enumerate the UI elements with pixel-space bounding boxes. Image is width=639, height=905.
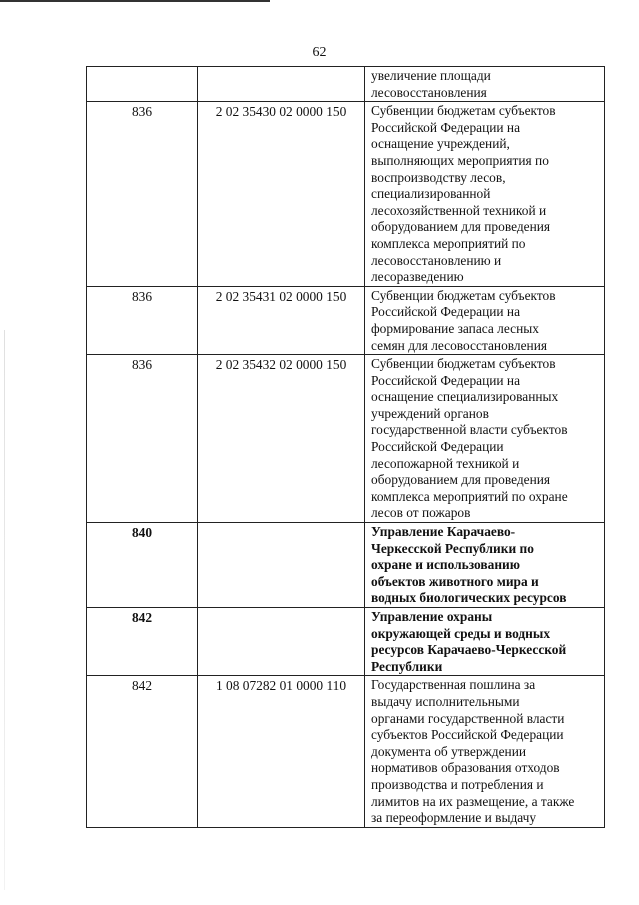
- table-row: [87, 286, 605, 354]
- table-row: [87, 676, 605, 827]
- budget-classification-code-cell: [198, 523, 365, 608]
- description-line: Российской Федерации на: [371, 304, 521, 320]
- table-row: [87, 608, 605, 676]
- description-line: Субвенции бюджетам субъектов: [371, 356, 556, 372]
- description-cell: [365, 608, 605, 676]
- description-line: учреждений органов: [371, 405, 489, 421]
- description-cell: [365, 355, 605, 523]
- description-line: семян для лесовосстановления: [371, 337, 548, 353]
- budget-classification-code-cell: 2 02 35430 02 0000 150: [198, 102, 365, 287]
- description-line: окружающей среды и водных: [371, 625, 551, 641]
- admin-code-cell: [87, 67, 198, 102]
- description-line: комплекса мероприятий по: [371, 235, 526, 251]
- table-row: [87, 102, 605, 287]
- description-line: Государственная пошлина за: [371, 677, 536, 693]
- table-row: [87, 355, 605, 523]
- description-line: специализированной: [371, 186, 491, 202]
- description-line: Российской Федерации на: [371, 372, 521, 388]
- description-line: оборудованием для проведения: [371, 219, 551, 235]
- description-line: Управление Карачаево-: [371, 524, 516, 540]
- description-line: Черкесской Республики по: [371, 540, 534, 556]
- description-line: Республики: [371, 658, 443, 674]
- description-cell: [365, 676, 605, 827]
- admin-code-cell: 836: [87, 355, 198, 523]
- description-line: лесовосстановления: [371, 84, 487, 100]
- description-line: оснащение специализированных: [371, 389, 559, 405]
- description-line: увеличение площади: [371, 68, 491, 83]
- description-line: Российской Федерации на: [371, 119, 521, 135]
- admin-code-cell: 842: [87, 676, 198, 827]
- admin-code-cell: 842: [87, 608, 198, 676]
- description-line: выполняющих мероприятия по: [371, 152, 549, 168]
- description-line: выдачу исполнительными: [371, 693, 520, 709]
- description-line: Субвенции бюджетам субъектов: [371, 103, 556, 119]
- description-cell: [365, 286, 605, 354]
- description-line: Субвенции бюджетам субъектов: [371, 287, 556, 303]
- table-row: [87, 523, 605, 608]
- description-line: Российской Федерации: [371, 439, 504, 455]
- description-line: комплекса мероприятий по охране: [371, 488, 568, 504]
- description-line: объектов животного мира и: [371, 573, 539, 589]
- description-cell: [365, 67, 605, 102]
- admin-code-cell: 836: [87, 286, 198, 354]
- description-line: лимитов на их размещение, а также: [371, 793, 575, 809]
- budget-classification-code-cell: [198, 608, 365, 676]
- admin-code-cell: 836: [87, 102, 198, 287]
- description-line: лесов от пожаров: [371, 505, 471, 521]
- revenue-codes-table: [86, 66, 605, 828]
- table-row: [87, 67, 605, 102]
- description-line: органами государственной власти: [371, 710, 565, 726]
- budget-classification-code-cell: 2 02 35431 02 0000 150: [198, 286, 365, 354]
- budget-classification-code-cell: [198, 67, 365, 102]
- description-line: нормативов образования отходов: [371, 760, 560, 776]
- description-line: лесопожарной техникой и: [371, 455, 520, 471]
- description-line: документа об утверждении: [371, 743, 527, 759]
- description-line: за переоформление и выдачу: [371, 810, 537, 826]
- admin-code-cell: 840: [87, 523, 198, 608]
- description-line: государственной власти субъектов: [371, 422, 568, 438]
- description-cell: [365, 523, 605, 608]
- description-line: воспроизводству лесов,: [371, 169, 506, 185]
- description-line: лесоразведению: [371, 269, 464, 285]
- description-line: производства и потребления и: [371, 776, 544, 792]
- scan-top-rule: [0, 0, 270, 2]
- budget-classification-code-cell: 2 02 35432 02 0000 150: [198, 355, 365, 523]
- scan-left-edge: [4, 330, 5, 890]
- description-line: лесовосстановлению и: [371, 252, 502, 268]
- description-cell: [365, 102, 605, 287]
- budget-classification-code-cell: 1 08 07282 01 0000 110: [198, 676, 365, 827]
- table-body: [87, 67, 605, 828]
- description-line: лесохозяйственной техникой и: [371, 202, 547, 218]
- description-line: формирование запаса лесных: [371, 320, 539, 336]
- description-line: оборудованием для проведения: [371, 472, 551, 488]
- description-line: Управление охраны: [371, 609, 493, 624]
- description-line: ресурсов Карачаево-Черкесской: [371, 642, 567, 658]
- description-line: охране и использованию: [371, 557, 521, 573]
- description-line: оснащение учреждений,: [371, 136, 510, 152]
- description-line: субъектов Российской Федерации: [371, 727, 564, 743]
- description-line: водных биологических ресурсов: [371, 590, 567, 606]
- page-number: 62: [312, 45, 327, 60]
